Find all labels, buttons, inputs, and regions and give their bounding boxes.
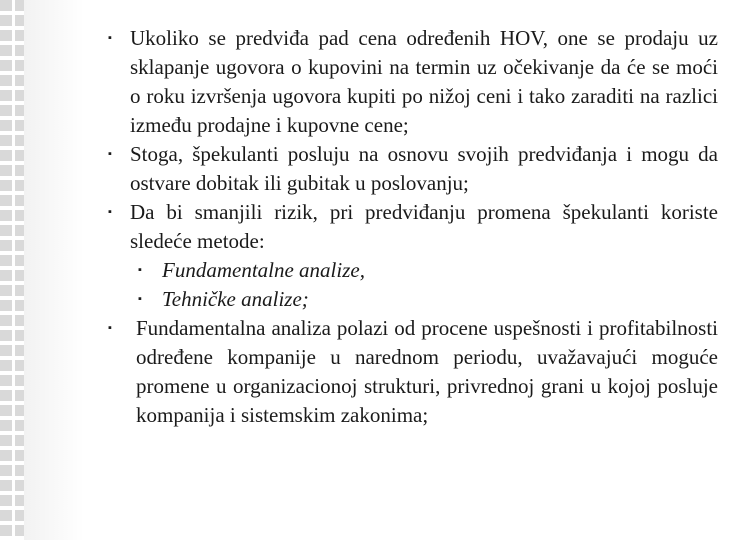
square-bullet-icon: ▪ xyxy=(138,293,142,305)
list-item-text: Fundamentalna analiza polazi od procene uspešnosti i profitabilnosti određene kompanije u narednom periodu, uvažavajući moguće promene u organizacionoj strukturi, privrednoj grani u kojoj posluje kompanija i sistemskim zakonima; xyxy=(136,316,718,427)
square-bullet-icon: ▪ xyxy=(108,148,112,160)
square-bullet-icon: ▪ xyxy=(138,264,142,276)
sub-list-item xyxy=(138,285,718,314)
square-bullet-icon: ▪ xyxy=(108,206,112,218)
sub-list-item xyxy=(138,256,718,285)
list-item xyxy=(108,24,718,140)
list-item xyxy=(108,314,718,430)
list-item-text: Fundamentalne analize, xyxy=(162,258,365,282)
list-item xyxy=(108,140,718,198)
list-item-text: Tehničke analize; xyxy=(162,287,309,311)
list-item-text: Stoga, špekulanti posluju na osnovu svojih predviđanja i mogu da ostvare dobitak ili gubitak u poslovanju; xyxy=(130,142,718,195)
list-item xyxy=(108,198,718,256)
bullet-list xyxy=(0,24,750,430)
square-bullet-icon: ▪ xyxy=(108,32,112,44)
list-item-text: Ukoliko se predviđa pad cena određenih HOV, one se prodaju uz sklapanje ugovora o kupovini na termin uz očekivanje da će se moći o roku izvršenja ugovora kupiti po nižoj ceni i tako zaraditi na razlici između prodajne i kupovne cene; xyxy=(130,26,718,137)
list-item-text: Da bi smanjili rizik, pri predviđanju promena špekulanti koriste sledeće metode: xyxy=(130,200,718,253)
square-bullet-icon: ▪ xyxy=(108,322,112,334)
